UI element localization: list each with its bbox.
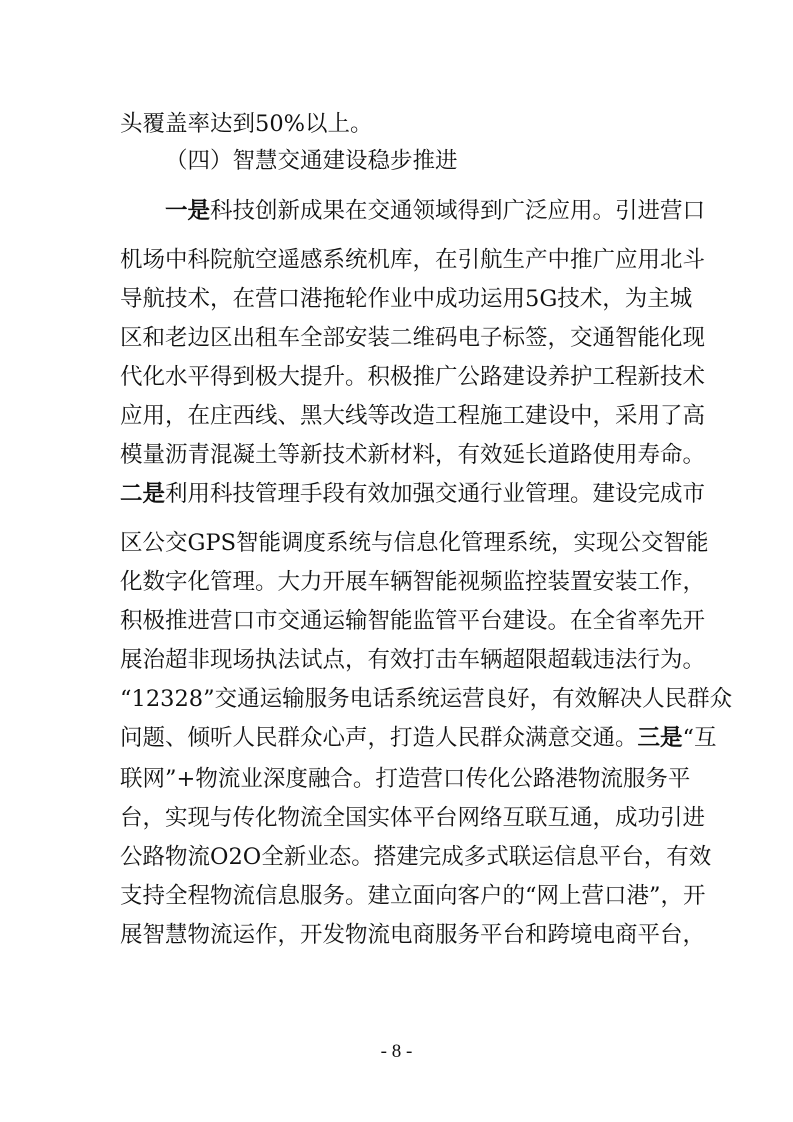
paragraph-line: 代化水平得到极大提升。积极推广公路建设养护工程新技术 [120,364,706,390]
paragraph-line: 台，实现与传化物流全国实体平台网络互联互通，成功引进 [120,805,706,831]
paragraph-line: 支持全程物流信息服务。建立面向客户的“网上营口港”，开 [120,883,706,909]
paragraph-line: 区和老边区出租车全部安装二维码电子标签，交通智能化现 [120,325,706,351]
paragraph-line: 导航技术，在营口港拖轮作业中成功运用5G技术，为主城 [120,286,693,312]
line-text: 利用科技管理手段有效加强交通行业管理。建设完成市 [165,481,706,507]
section-heading: （四）智慧交通建设稳步推进 [165,148,458,174]
paragraph-line: 展智慧物流运作，开发物流电商服务平台和跨境电商平台， [120,922,706,948]
paragraph-line: 积极推进营口市交通运输智能监管平台建设。在全省率先开 [120,608,706,634]
point-marker-three: 三是 [637,725,683,751]
page-number: - 8 - [380,1041,413,1062]
paragraph-line [120,477,706,511]
paragraph-line: 机场中科院航空遥感系统机库，在引航生产中推广应用北斗 [120,247,706,273]
paragraph-line: 区公交GPS智能调度系统与信息化管理系统，实现公交智能 [120,530,709,556]
paragraph-line [120,721,717,755]
paragraph-line: 展治超非现场执法试点，有效打击车辆超限超载违法行为。 [120,647,706,673]
paragraph-line: 化数字化管理。大力开展车辆智能视频监控装置安装工作， [120,569,706,595]
paragraph-line: 公路物流O2O全新业态。搭建完成多式联运信息平台，有效 [120,844,712,870]
paragraph-line [165,194,706,228]
paragraph-line: 联网”+物流业深度融合。打造营口传化公路港物流服务平 [120,766,691,792]
point-marker-two: 二是 [120,481,166,507]
paragraph-line: “12328”交通运输服务电话系统运营良好，有效解决人民群众 [120,686,733,712]
paragraph-line: 模量沥青混凝土等新技术新材料，有效延长道路使用寿命。 [120,442,706,468]
paragraph-line: 头覆盖率达到50%以上。 [120,111,373,137]
line-text: 问题、倾听人民群众心声，打造人民群众满意交通。 [120,725,638,751]
line-text: 科技创新成果在交通领域得到广泛应用。引进营口 [210,198,706,224]
line-text: “互 [682,725,717,751]
paragraph-line: 应用，在庄西线、黑大线等改造工程施工建设中，采用了高 [120,403,706,429]
point-marker-one: 一是 [165,198,211,224]
